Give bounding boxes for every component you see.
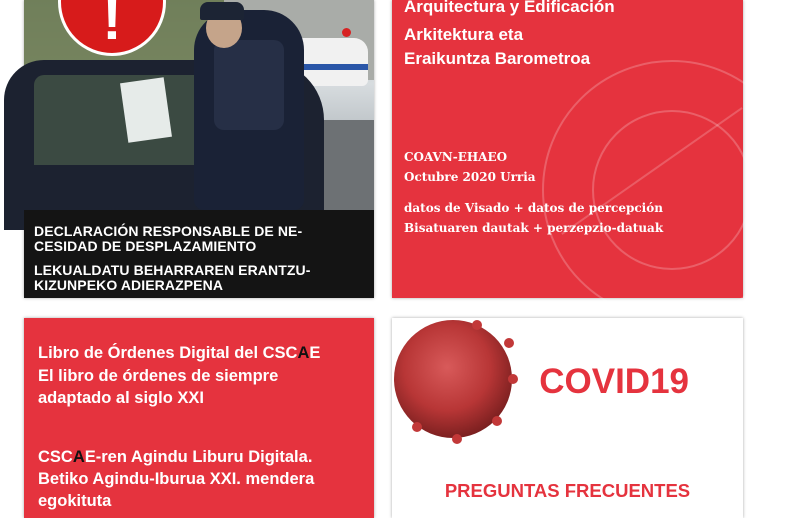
faq-subtitle: PREGUNTAS FRECUENTES <box>444 480 691 501</box>
libro-line-eu-3: egokituta <box>38 492 112 510</box>
digital-order-book-card[interactable] <box>24 318 374 518</box>
barometer-title-eu-2: Eraikuntza Barometroa <box>404 49 591 68</box>
barometer-title-es: Arquitectura y Edificación <box>404 0 615 16</box>
barometer-desc-eu: Bisatuaren dautak + perzepzio-datuak <box>404 221 664 235</box>
libro-title-es: Libro de Órdenes Digital del CSCAE <box>38 344 321 362</box>
libro-line-eu-2: Betiko Agindu-Iburua XXI. mendera <box>38 470 315 488</box>
caption-bar <box>24 210 374 298</box>
covid-title: COVID19 <box>539 362 689 401</box>
covid-faq-card[interactable] <box>392 318 743 518</box>
libro-line-es-2: El libro de órdenes de siempre <box>38 367 279 385</box>
exclamation-mark: ! <box>102 0 122 52</box>
libro-line-es-3: adaptado al siglo XXI <box>38 389 204 407</box>
barometer-desc-es: datos de Visado + datos de percepción <box>404 201 663 215</box>
barometer-date: Octubre 2020 Urria <box>404 170 536 184</box>
decorative-circle <box>592 110 752 270</box>
barometer-org: COAVN-EHAEO <box>404 150 508 164</box>
caption-spanish: DECLARACIÓN RESPONSABLE DE NE- CESIDAD DE DESPLAZAMIENTO <box>34 223 303 254</box>
libro-title-eu: CSCAE-ren Agindu Liburu Digitala. <box>38 448 313 466</box>
travel-declaration-card[interactable] <box>24 0 374 298</box>
barometer-card[interactable] <box>392 0 743 298</box>
alert-icon <box>58 0 166 56</box>
caption-basque: LEKUALDATU BEHARRAREN ERANTZU- KIZUNPEKO ADIERAZPENA <box>34 262 311 293</box>
barometer-title-eu-1: Arkitektura eta <box>404 25 524 44</box>
